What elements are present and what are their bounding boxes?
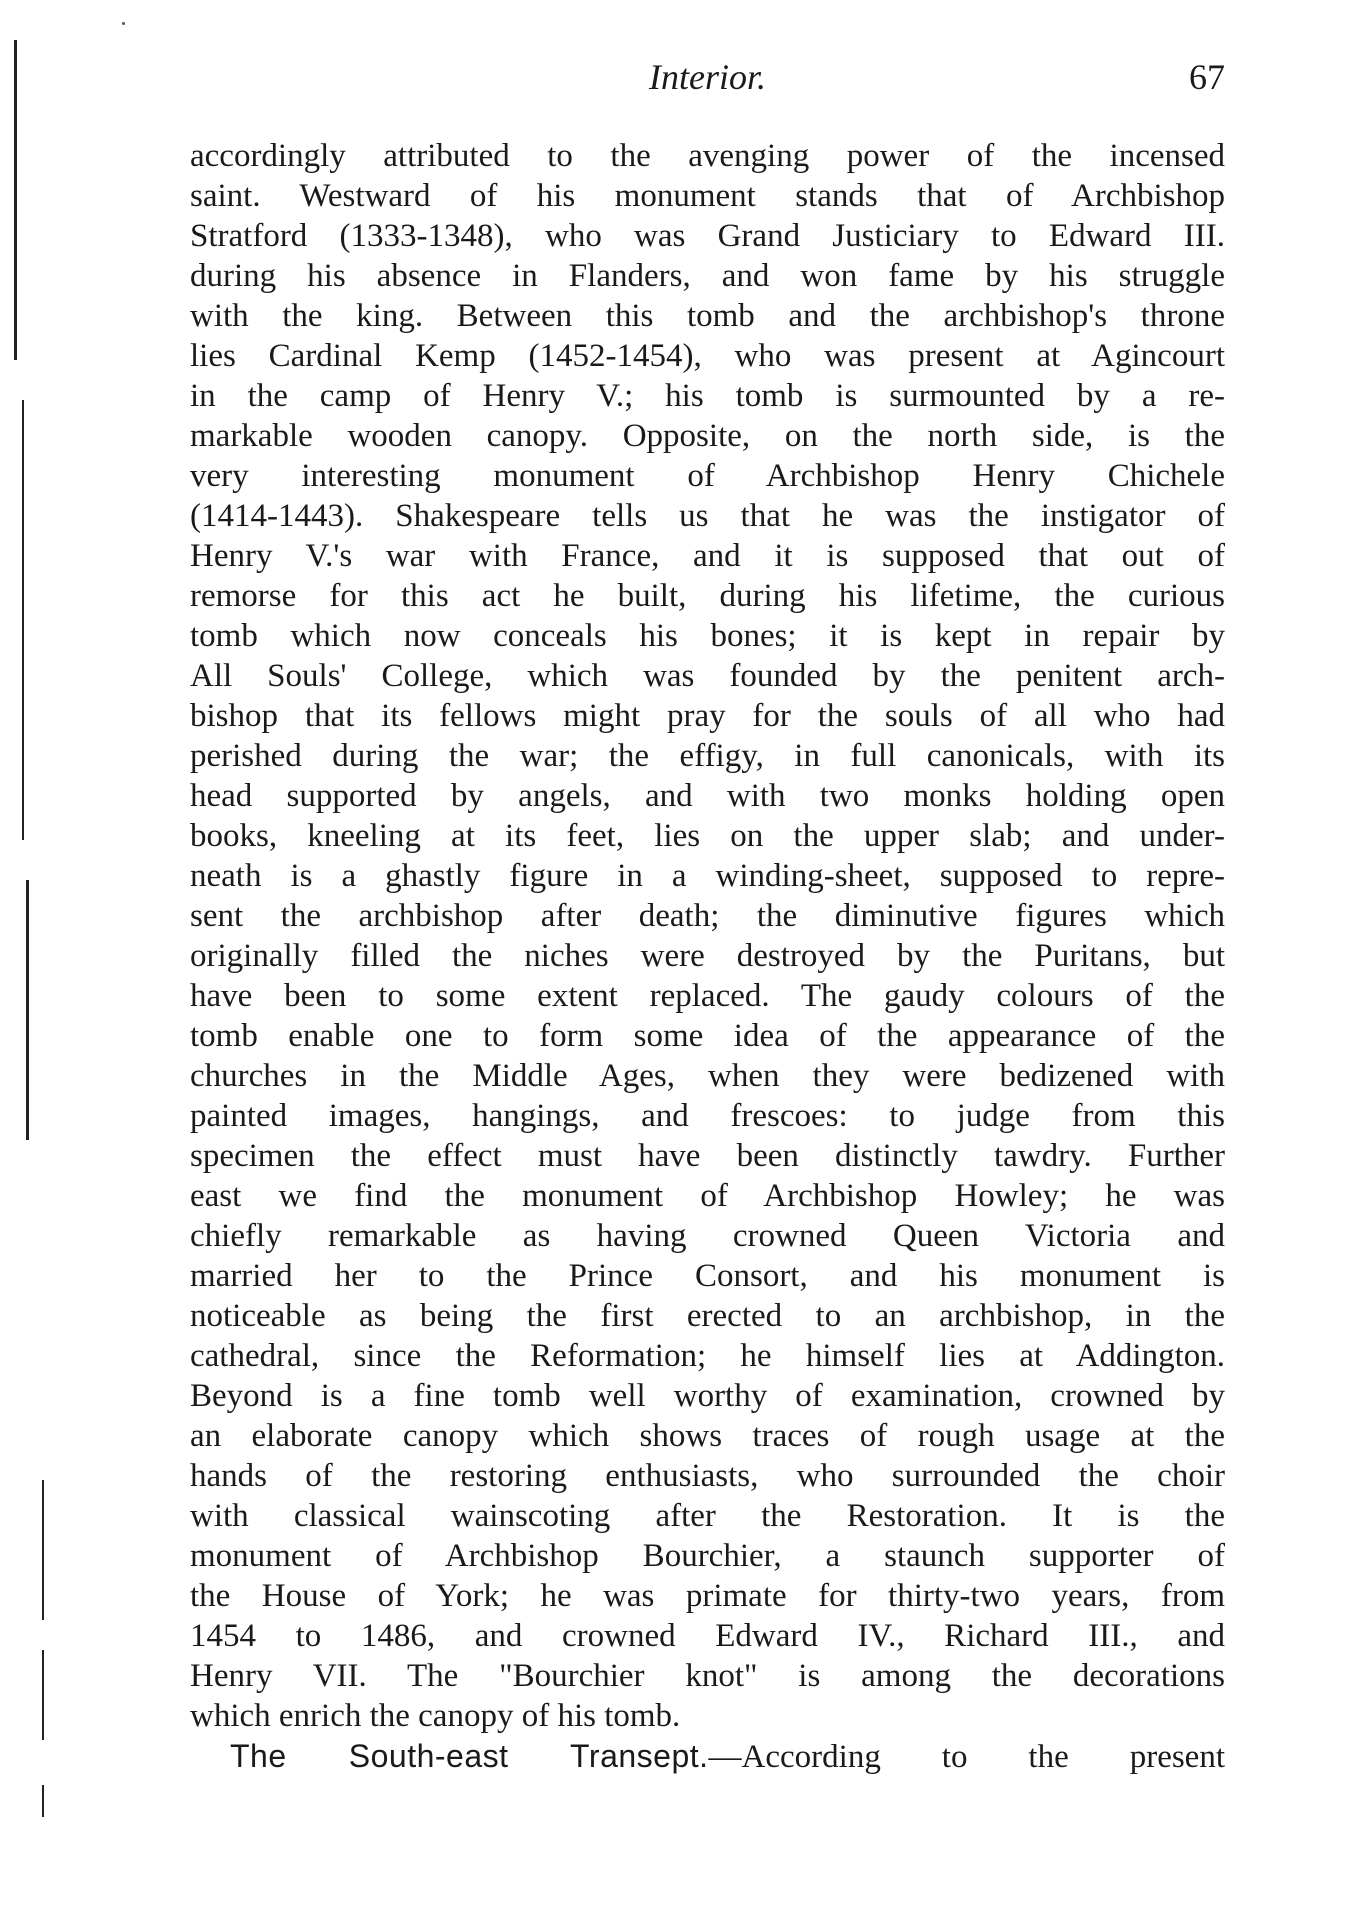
text-line: neath is a ghastly figure in a winding-sheet, supposed to repre-: [190, 858, 1225, 894]
section-line: [190, 1736, 1225, 1776]
text-line: cathedral, since the Reformation; he himself lies at Addington.: [190, 1338, 1225, 1374]
margin-scan-mark: [26, 880, 29, 1140]
text-line: very interesting monument of Archbishop Henry Chichele: [190, 458, 1225, 494]
text-line: Beyond is a fine tomb well worthy of examination, crowned by: [190, 1378, 1225, 1414]
margin-scan-mark: [42, 1480, 44, 1620]
text-line: with the king. Between this tomb and the archbishop's throne: [190, 298, 1225, 334]
text-line: perished during the war; the effigy, in full canonicals, with its: [190, 738, 1225, 774]
text-line: which enrich the canopy of his tomb.: [190, 1698, 681, 1734]
body-text: [190, 136, 1225, 1776]
text-line: bishop that its fellows might pray for the souls of all who had: [190, 698, 1225, 734]
page-header: [190, 52, 1225, 102]
running-title: Interior.: [649, 57, 766, 97]
margin-scan-mark: [22, 400, 24, 840]
text-line: All Souls' College, which was founded by the penitent arch-: [190, 658, 1225, 694]
text-line: books, kneeling at its feet, lies on the upper slab; and under-: [190, 818, 1225, 854]
text-line: monument of Archbishop Bourchier, a staunch supporter of: [190, 1538, 1225, 1574]
text-line: Stratford (1333-1348), who was Grand Justiciary to Edward III.: [190, 218, 1225, 254]
margin-scan-mark: [42, 1650, 44, 1740]
text-line: (1414-1443). Shakespeare tells us that he was the instigator of: [190, 498, 1225, 534]
text-line: noticeable as being the first erected to an archbishop, in the: [190, 1298, 1225, 1334]
text-line: an elaborate canopy which shows traces of rough usage at the: [190, 1418, 1225, 1454]
text-line: chiefly remarkable as having crowned Queen Victoria and: [190, 1218, 1225, 1254]
text-line: during his absence in Flanders, and won fame by his struggle: [190, 258, 1225, 294]
text-line: the House of York; he was primate for thirty-two years, from: [190, 1578, 1225, 1614]
text-line: with classical wainscoting after the Restoration. It is the: [190, 1498, 1225, 1534]
text-line: Henry V.'s war with France, and it is supposed that out of: [190, 538, 1225, 574]
text-line: east we find the monument of Archbishop Howley; he was: [190, 1178, 1225, 1214]
margin-scan-mark: [14, 40, 17, 360]
text-line: Henry VII. The "Bourchier knot" is among the decorations: [190, 1658, 1225, 1694]
scan-dot: [122, 22, 125, 25]
page-number: 67: [1189, 57, 1225, 97]
text-line: sent the archbishop after death; the diminutive figures which: [190, 898, 1225, 934]
text-line: in the camp of Henry V.; his tomb is surmounted by a re-: [190, 378, 1225, 414]
text-line: accordingly attributed to the avenging power of the incensed: [190, 138, 1225, 174]
text-line: lies Cardinal Kemp (1452-1454), who was present at Agincourt: [190, 338, 1225, 374]
text-line: hands of the restoring enthusiasts, who surrounded the choir: [190, 1458, 1225, 1494]
text-line: remorse for this act he built, during his lifetime, the curious: [190, 578, 1225, 614]
text-line: married her to the Prince Consort, and his monument is: [190, 1258, 1225, 1294]
text-line: tomb enable one to form some idea of the appearance of the: [190, 1018, 1225, 1054]
text-line: markable wooden canopy. Opposite, on the north side, is the: [190, 418, 1225, 454]
margin-scan-mark: [42, 1785, 44, 1817]
text-line: 1454 to 1486, and crowned Edward IV., Richard III., and: [190, 1618, 1225, 1654]
text-line: have been to some extent replaced. The gaudy colours of the: [190, 978, 1225, 1014]
text-line: head supported by angels, and with two monks holding open: [190, 778, 1225, 814]
text-line: specimen the effect must have been distinctly tawdry. Further: [190, 1138, 1225, 1174]
text-line: originally filled the niches were destroyed by the Puritans, but: [190, 938, 1225, 974]
text-line: churches in the Middle Ages, when they were bedizened with: [190, 1058, 1225, 1094]
text-line: painted images, hangings, and frescoes: to judge from this: [190, 1098, 1225, 1134]
text-line: saint. Westward of his monument stands that of Archbishop: [190, 178, 1225, 214]
section-text: —According to the present: [708, 1739, 1225, 1775]
text-line: tomb which now conceals his bones; it is kept in repair by: [190, 618, 1225, 654]
section-heading: The South-east Transept.: [230, 1738, 709, 1774]
